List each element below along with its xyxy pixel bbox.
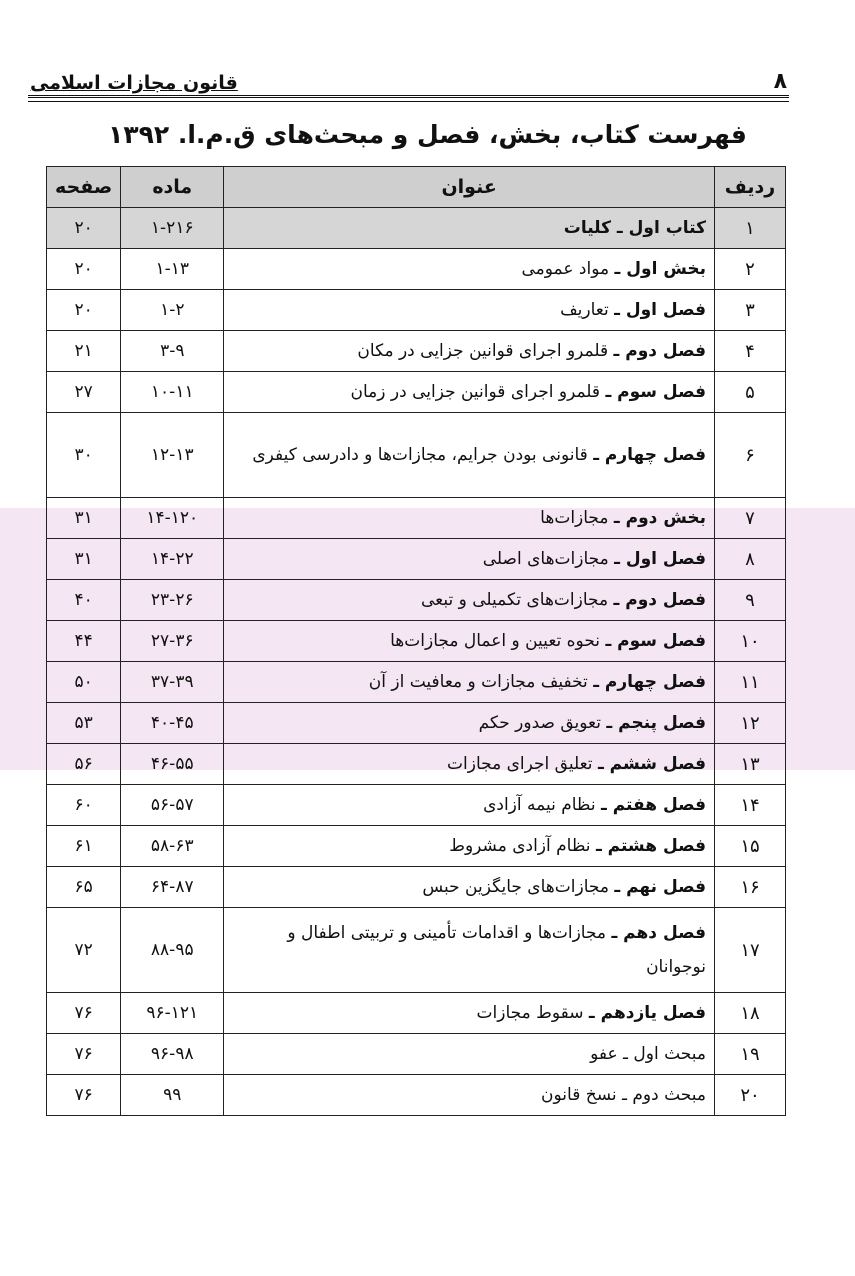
row-articles: ۶۴-۸۷ [121,867,224,908]
row-heading-text: مبحث دوم ـ نسخ قانون [541,1085,706,1105]
row-number: ۱۳ [715,744,786,785]
row-title [224,208,715,249]
row-articles: ۱۴-۱۲۰ [121,498,224,539]
row-page: ۲۷ [47,372,121,413]
row-heading-text: قلمرو اجرای قوانین جزایی در مکان [357,341,614,361]
row-number: ۲ [715,249,786,290]
row-heading-label: فصل پنجم ـ [606,713,706,733]
table-row [47,744,786,785]
row-heading-text: نحوه تعیین و اعمال مجازات‌ها [390,631,606,651]
row-heading-label: فصل دوم ـ [613,590,706,610]
row-articles: ۳-۹ [121,331,224,372]
running-header [30,60,787,94]
row-number: ۴ [715,331,786,372]
row-heading-label: کتاب اول ـ [616,218,706,238]
row-page: ۶۰ [47,785,121,826]
row-heading-text: مواد عمومی [521,259,615,279]
toc-body [47,208,786,1116]
row-title [224,1034,715,1075]
row-title [224,498,715,539]
row-heading-label: فصل چهارم ـ [593,445,706,465]
row-title [224,580,715,621]
table-row [47,1075,786,1116]
row-articles: ۹۶-۱۲۱ [121,993,224,1034]
row-number: ۷ [715,498,786,539]
col-header-page: صفحه [47,167,121,208]
row-heading-text: سقوط مجازات [476,1003,589,1023]
row-page: ۷۶ [47,993,121,1034]
row-title [224,249,715,290]
table-row [47,498,786,539]
row-articles: ۴۶-۵۵ [121,744,224,785]
row-heading-text: مجازات‌ها [540,508,614,528]
row-heading-label: فصل هفتم ـ [601,795,706,815]
row-title [224,826,715,867]
row-page: ۶۵ [47,867,121,908]
row-number: ۲۰ [715,1075,786,1116]
row-heading-text: کلیات [563,218,617,238]
row-title [224,744,715,785]
row-title [224,372,715,413]
table-row [47,413,786,498]
table-row [47,826,786,867]
col-header-title: عنوان [224,167,715,208]
row-heading-label: فصل هشتم ـ [595,836,706,856]
row-page: ۲۰ [47,249,121,290]
row-articles: ۱-۱۳ [121,249,224,290]
row-title [224,539,715,580]
row-articles: ۴۰-۴۵ [121,703,224,744]
row-page: ۵۳ [47,703,121,744]
row-title [224,413,715,498]
table-row [47,785,786,826]
row-heading-label: فصل دوم ـ [613,341,706,361]
row-heading-text: مجازات‌های اصلی [482,549,615,569]
toc-table [46,166,786,1116]
row-heading-text: مبحث اول ـ عفو [590,1044,706,1064]
row-page: ۳۱ [47,498,121,539]
row-articles: ۲۳-۲۶ [121,580,224,621]
row-heading-text: تعویق صدور حکم [478,713,607,733]
table-row [47,662,786,703]
row-title [224,867,715,908]
row-title [224,1075,715,1116]
row-page: ۳۱ [47,539,121,580]
row-heading-text: تخفیف مجازات و معافیت از آن [368,672,594,692]
table-row [47,621,786,662]
book-title: قانون مجازات اسلامی [30,72,238,94]
row-title [224,331,715,372]
table-row [47,331,786,372]
row-page: ۲۱ [47,331,121,372]
row-heading-label: فصل نهم ـ [614,877,706,897]
row-title [224,662,715,703]
table-row [47,249,786,290]
row-number: ۵ [715,372,786,413]
row-number: ۱۵ [715,826,786,867]
table-row [47,290,786,331]
row-heading-label: فصل یازدهم ـ [588,1003,706,1023]
row-heading-text: تعلیق اجرای مجازات [447,754,598,774]
row-articles: ۵۶-۵۷ [121,785,224,826]
row-number: ۸ [715,539,786,580]
row-heading-label: فصل سوم ـ [605,382,706,402]
row-articles: ۱-۲۱۶ [121,208,224,249]
table-row [47,908,786,993]
row-number: ۱۴ [715,785,786,826]
toc-header-row [47,167,786,208]
col-header-articles: ماده [121,167,224,208]
row-articles: ۱-۲ [121,290,224,331]
row-number: ۶ [715,413,786,498]
col-header-row: ردیف [715,167,786,208]
row-title [224,993,715,1034]
header-rule [28,95,789,102]
row-title [224,621,715,662]
row-heading-label: بخش دوم ـ [613,508,706,528]
row-heading-text: مجازات‌های جایگزین حبس [422,877,615,897]
row-articles: ۳۷-۳۹ [121,662,224,703]
row-title [224,703,715,744]
row-page: ۳۰ [47,413,121,498]
row-heading-text: مجازات‌ها و اقدامات تأمینی و تربیتی اطفال و نوجوانان [287,923,706,977]
row-heading-text: نظام نیمه آزادی [483,795,601,815]
table-row [47,1034,786,1075]
row-heading-text: نظام آزادی مشروط [449,836,596,856]
row-number: ۱۰ [715,621,786,662]
row-page: ۴۴ [47,621,121,662]
toc-title: فهرست کتاب، بخش، فصل و مبحث‌های ق.م.ا. ۱۳۹۲ [108,120,747,149]
row-articles: ۹۹ [121,1075,224,1116]
table-row [47,703,786,744]
table-row [47,539,786,580]
row-heading-label: بخش اول ـ [614,259,706,279]
row-heading-text: تعاریف [560,300,615,320]
row-articles: ۵۸-۶۳ [121,826,224,867]
row-articles: ۱۲-۱۳ [121,413,224,498]
table-row [47,372,786,413]
row-articles: ۱۴-۲۲ [121,539,224,580]
row-page: ۲۰ [47,208,121,249]
row-articles: ۲۷-۳۶ [121,621,224,662]
row-heading-text: مجازات‌های تکمیلی و تبعی [420,590,614,610]
table-row [47,208,786,249]
row-number: ۱۲ [715,703,786,744]
row-page: ۷۶ [47,1075,121,1116]
row-page: ۴۰ [47,580,121,621]
row-heading-label: فصل اول ـ [614,300,706,320]
row-page: ۲۰ [47,290,121,331]
row-number: ۱۸ [715,993,786,1034]
row-heading-label: فصل دهم ـ [611,923,706,943]
row-number: ۱۱ [715,662,786,703]
row-number: ۱۹ [715,1034,786,1075]
row-number: ۳ [715,290,786,331]
row-heading-label: فصل سوم ـ [605,631,706,651]
table-row [47,993,786,1034]
row-heading-text: قانونی بودن جرایم، مجازات‌ها و دادرسی کیفری [252,445,594,465]
row-title [224,785,715,826]
page-number: ۸ [773,69,787,94]
row-heading-label: فصل چهارم ـ [593,672,706,692]
row-page: ۷۶ [47,1034,121,1075]
row-title [224,908,715,993]
row-articles: ۱۰-۱۱ [121,372,224,413]
row-number: ۹ [715,580,786,621]
row-number: ۱ [715,208,786,249]
row-page: ۵۰ [47,662,121,703]
row-page: ۷۲ [47,908,121,993]
row-page: ۵۶ [47,744,121,785]
row-articles: ۸۸-۹۵ [121,908,224,993]
row-heading-text: قلمرو اجرای قوانین جزایی در زمان [350,382,606,402]
table-row [47,867,786,908]
row-title [224,290,715,331]
row-heading-label: فصل ششم ـ [597,754,706,774]
row-number: ۱۶ [715,867,786,908]
row-articles: ۹۶-۹۸ [121,1034,224,1075]
table-row [47,580,786,621]
row-page: ۶۱ [47,826,121,867]
row-heading-label: فصل اول ـ [614,549,706,569]
row-number: ۱۷ [715,908,786,993]
